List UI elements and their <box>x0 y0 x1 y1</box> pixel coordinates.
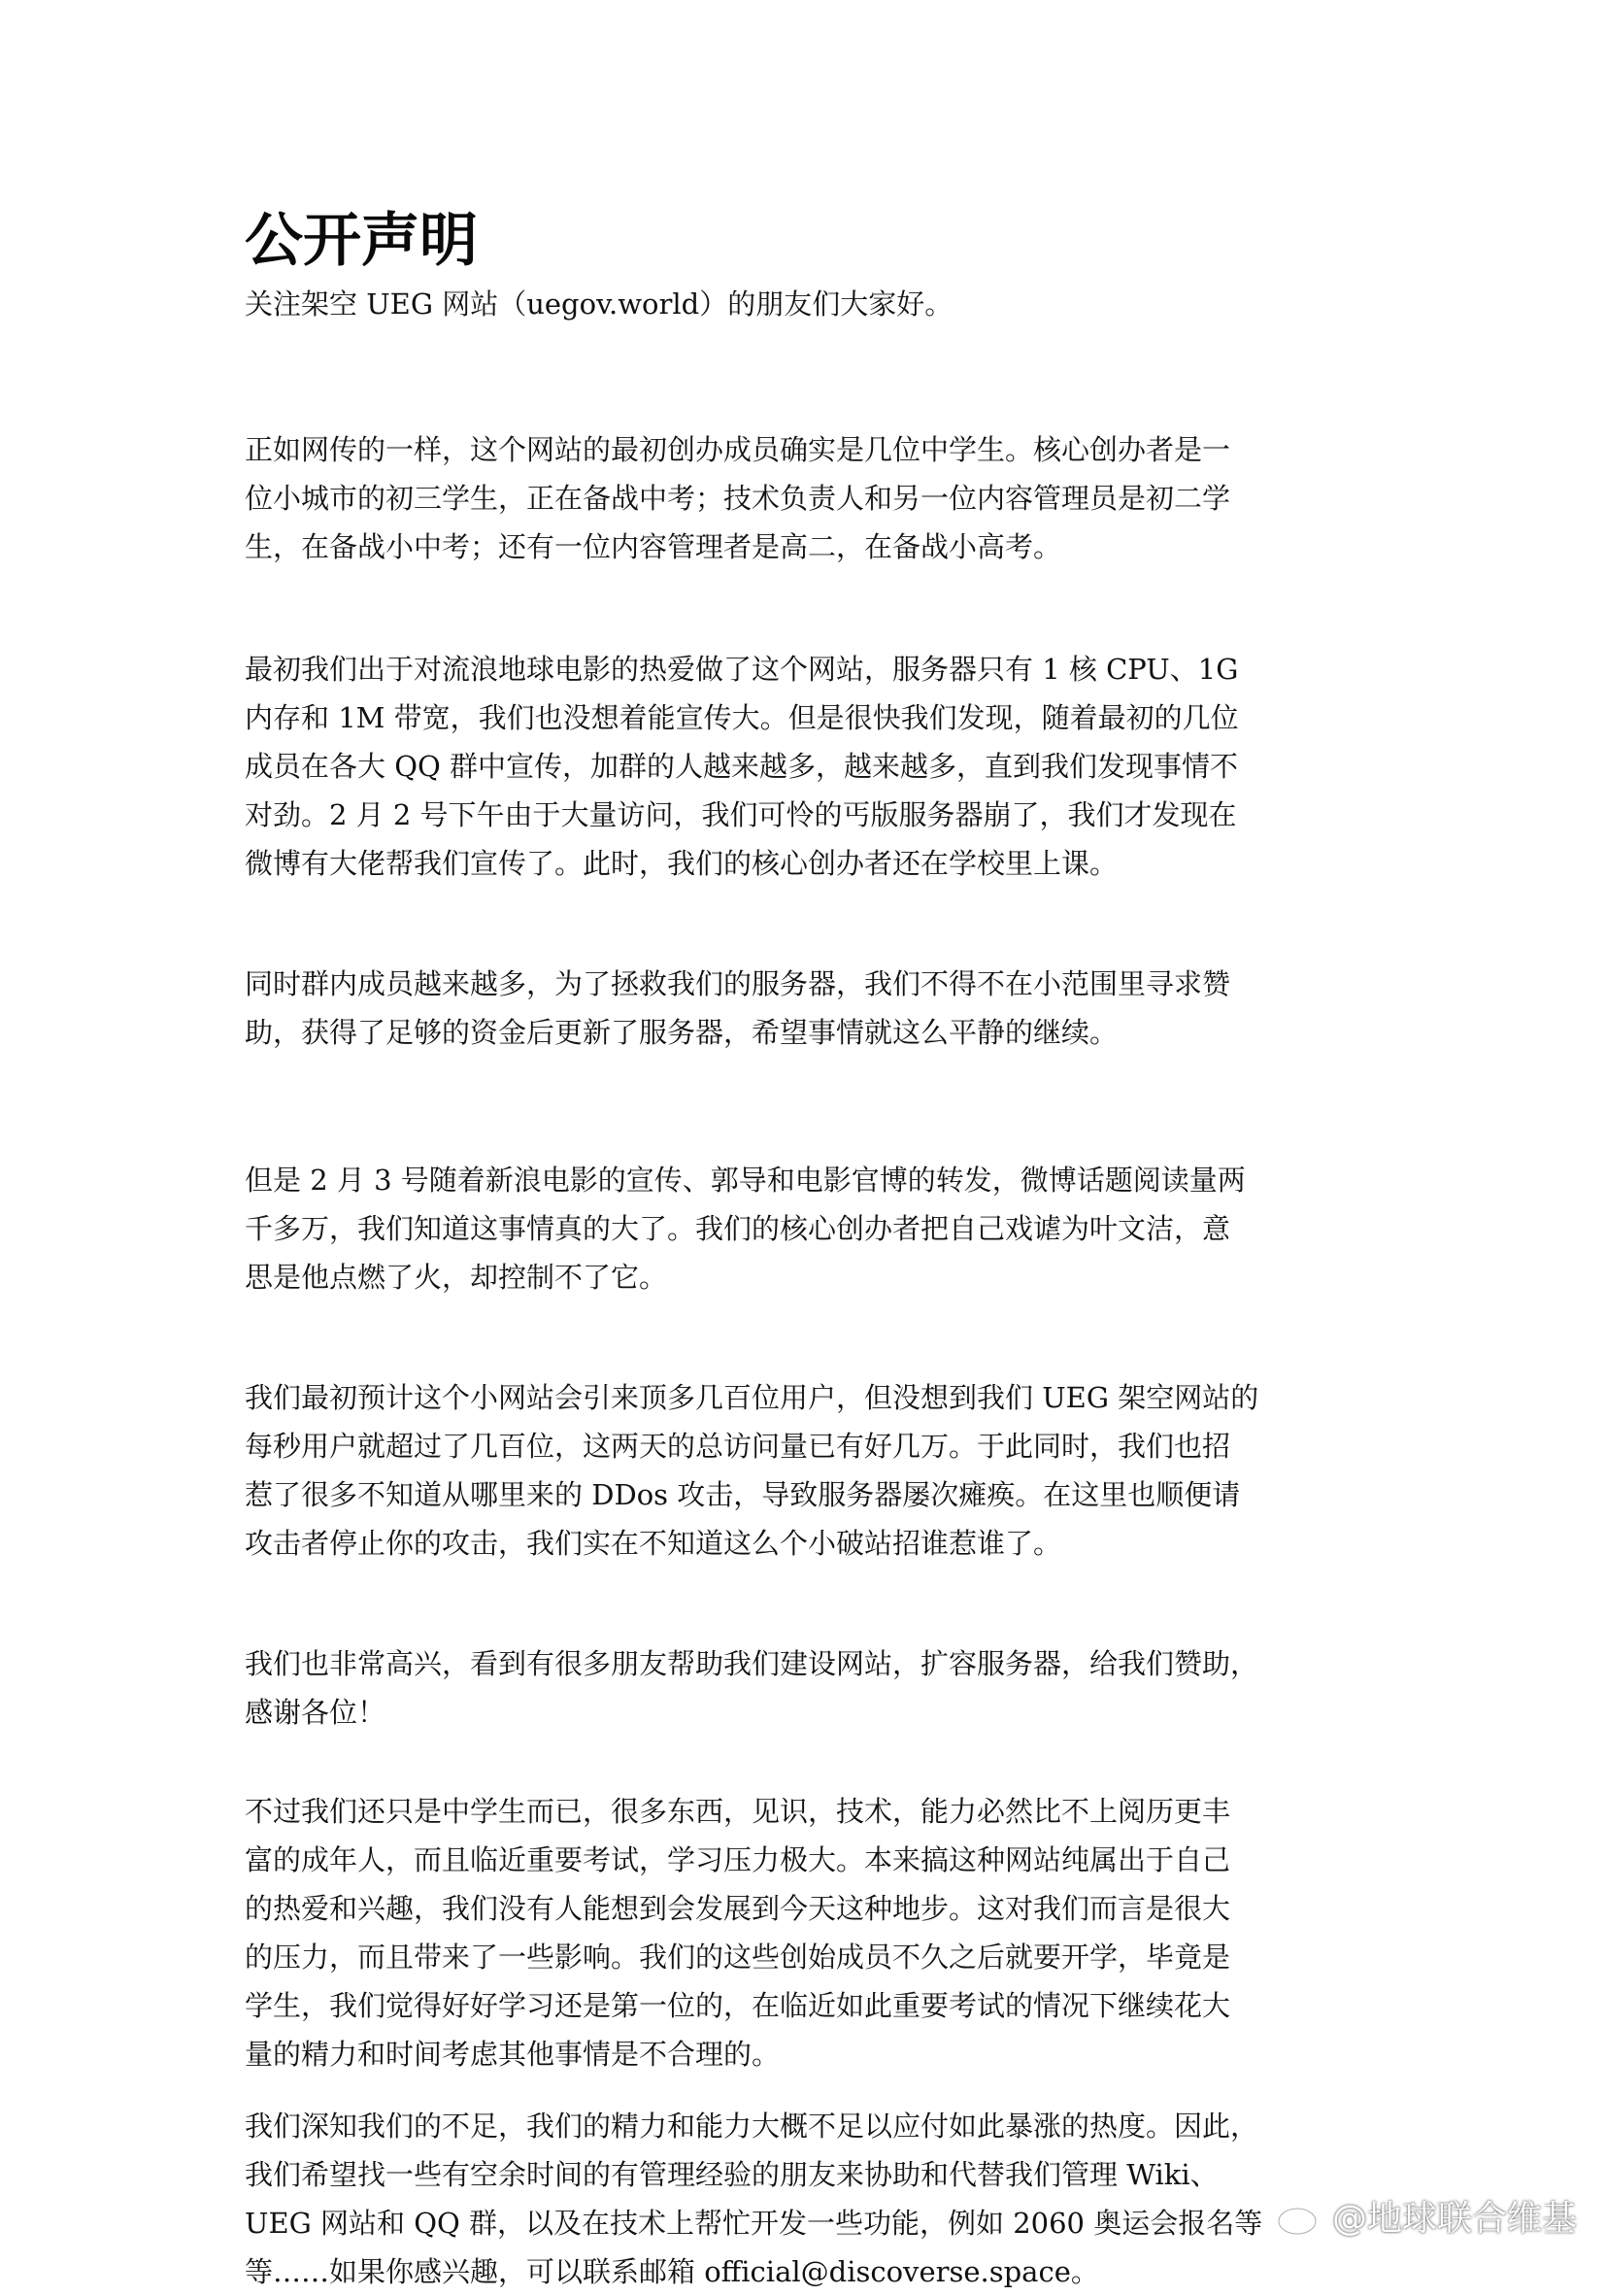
watermark-text: @地球联合维基 <box>1331 2198 1577 2239</box>
watermark <box>1276 2188 1577 2243</box>
paragraph-line: 生，在备战小中考；还有一位内容管理者是高二，在备战小高考。 <box>245 530 1062 563</box>
paragraph-line: 我们最初预计这个小网站会引来顶多几百位用户，但没想到我们 UEG 架空网站的 <box>245 1381 1259 1414</box>
paragraph-line: 我们也非常高兴，看到有很多朋友帮助我们建设网站，扩容服务器，给我们赞助， <box>245 1647 1259 1680</box>
paragraph-line: 位小城市的初三学生，正在备战中考；技术负责人和另一位内容管理员是初二学 <box>245 482 1231 515</box>
paragraph-line: 量的精力和时间考虑其他事情是不合理的。 <box>245 2038 781 2071</box>
paragraph-line: 的热爱和兴趣，我们没有人能想到会发展到今天这种地步。这对我们而言是很大 <box>245 1892 1231 1925</box>
paragraph-line: 我们深知我们的不足，我们的精力和能力大概不足以应付如此暴涨的热度。因此， <box>245 2110 1259 2143</box>
paragraph-line: 助，获得了足够的资金后更新了服务器，希望事情就这么平静的继续。 <box>245 1016 1119 1049</box>
paragraph-line: 内存和 1M 带宽，我们也没想着能宣传大。但是很快我们发现，随着最初的几位 <box>245 701 1239 734</box>
weibo-icon <box>1276 2194 1324 2237</box>
paragraph-line: 感谢各位！ <box>245 1696 386 1729</box>
paragraph-line: 正如网传的一样，这个网站的最初创办成员确实是几位中学生。核心创办者是一 <box>245 433 1231 466</box>
paragraph <box>245 645 1371 888</box>
page-title: 公开声明 <box>245 207 478 275</box>
paragraph-line: 不过我们还只是中学生而已，很多东西，见识，技术，能力必然比不上阅历更丰 <box>245 1795 1231 1828</box>
paragraph-line: 千多万，我们知道这事情真的大了。我们的核心创办者把自己戏谑为叶文洁，意 <box>245 1212 1231 1245</box>
paragraph-line: 但是 2 月 3 号随着新浪电影的宣传、郭导和电影官博的转发，微博话题阅读量两 <box>245 1164 1246 1197</box>
paragraph-line: 富的成年人，而且临近重要考试，学习压力极大。本来搞这种网站纯属出于自己 <box>245 1843 1231 1876</box>
paragraph <box>245 1639 1371 1737</box>
paragraph <box>245 1787 1371 2078</box>
intro-line: 关注架空 UEG 网站（uegov.world）的朋友们大家好。 <box>245 287 954 321</box>
paragraph-line: 攻击者停止你的攻击，我们实在不知道这么个小破站招谁惹谁了。 <box>245 1527 1062 1560</box>
paragraph-line: 学生，我们觉得好好学习还是第一位的，在临近如此重要考试的情况下继续花大 <box>245 1989 1231 2022</box>
paragraph-line: 的压力，而且带来了一些影响。我们的这些创始成员不久之后就要开学，毕竟是 <box>245 1941 1231 1974</box>
paragraph <box>245 425 1371 571</box>
paragraph-line: UEG 网站和 QQ 群，以及在技术上帮忙开发一些功能，例如 2060 奥运会报名等 <box>245 2207 1263 2240</box>
paragraph <box>245 1373 1371 1568</box>
paragraph-line: 对劲。2 月 2 号下午由于大量访问，我们可怜的丐版服务器崩了，我们才发现在 <box>245 798 1237 831</box>
paragraph-line: 成员在各大 QQ 群中宣传，加群的人越来越多，越来越多，直到我们发现事情不 <box>245 750 1238 783</box>
paragraph-line: 同时群内成员越来越多，为了拯救我们的服务器，我们不得不在小范围里寻求赞 <box>245 967 1231 1000</box>
paragraph-line: 我们希望找一些有空余时间的有管理经验的朋友来协助和代替我们管理 Wiki、 <box>245 2158 1219 2191</box>
paragraph-line: 微博有大佬帮我们宣传了。此时，我们的核心创办者还在学校里上课。 <box>245 847 1119 880</box>
paragraph-line: 每秒用户就超过了几百位，这两天的总访问量已有好几万。于此同时，我们也招 <box>245 1430 1231 1463</box>
paragraph-line: 最初我们出于对流浪地球电影的热爱做了这个网站，服务器只有 1 核 CPU、1G <box>245 653 1239 686</box>
paragraph-line: 惹了很多不知道从哪里来的 DDos 攻击，导致服务器屡次瘫痪。在这里也顺便请 <box>245 1478 1241 1511</box>
paragraph <box>245 960 1371 1057</box>
paragraph <box>245 2102 1371 2296</box>
paragraph-line: 思是他点燃了火，却控制不了它。 <box>245 1261 668 1294</box>
paragraph-line: 等……如果你感兴趣，可以联系邮箱 official@discoverse.space。 <box>245 2255 1099 2288</box>
paragraph <box>245 1156 1371 1301</box>
